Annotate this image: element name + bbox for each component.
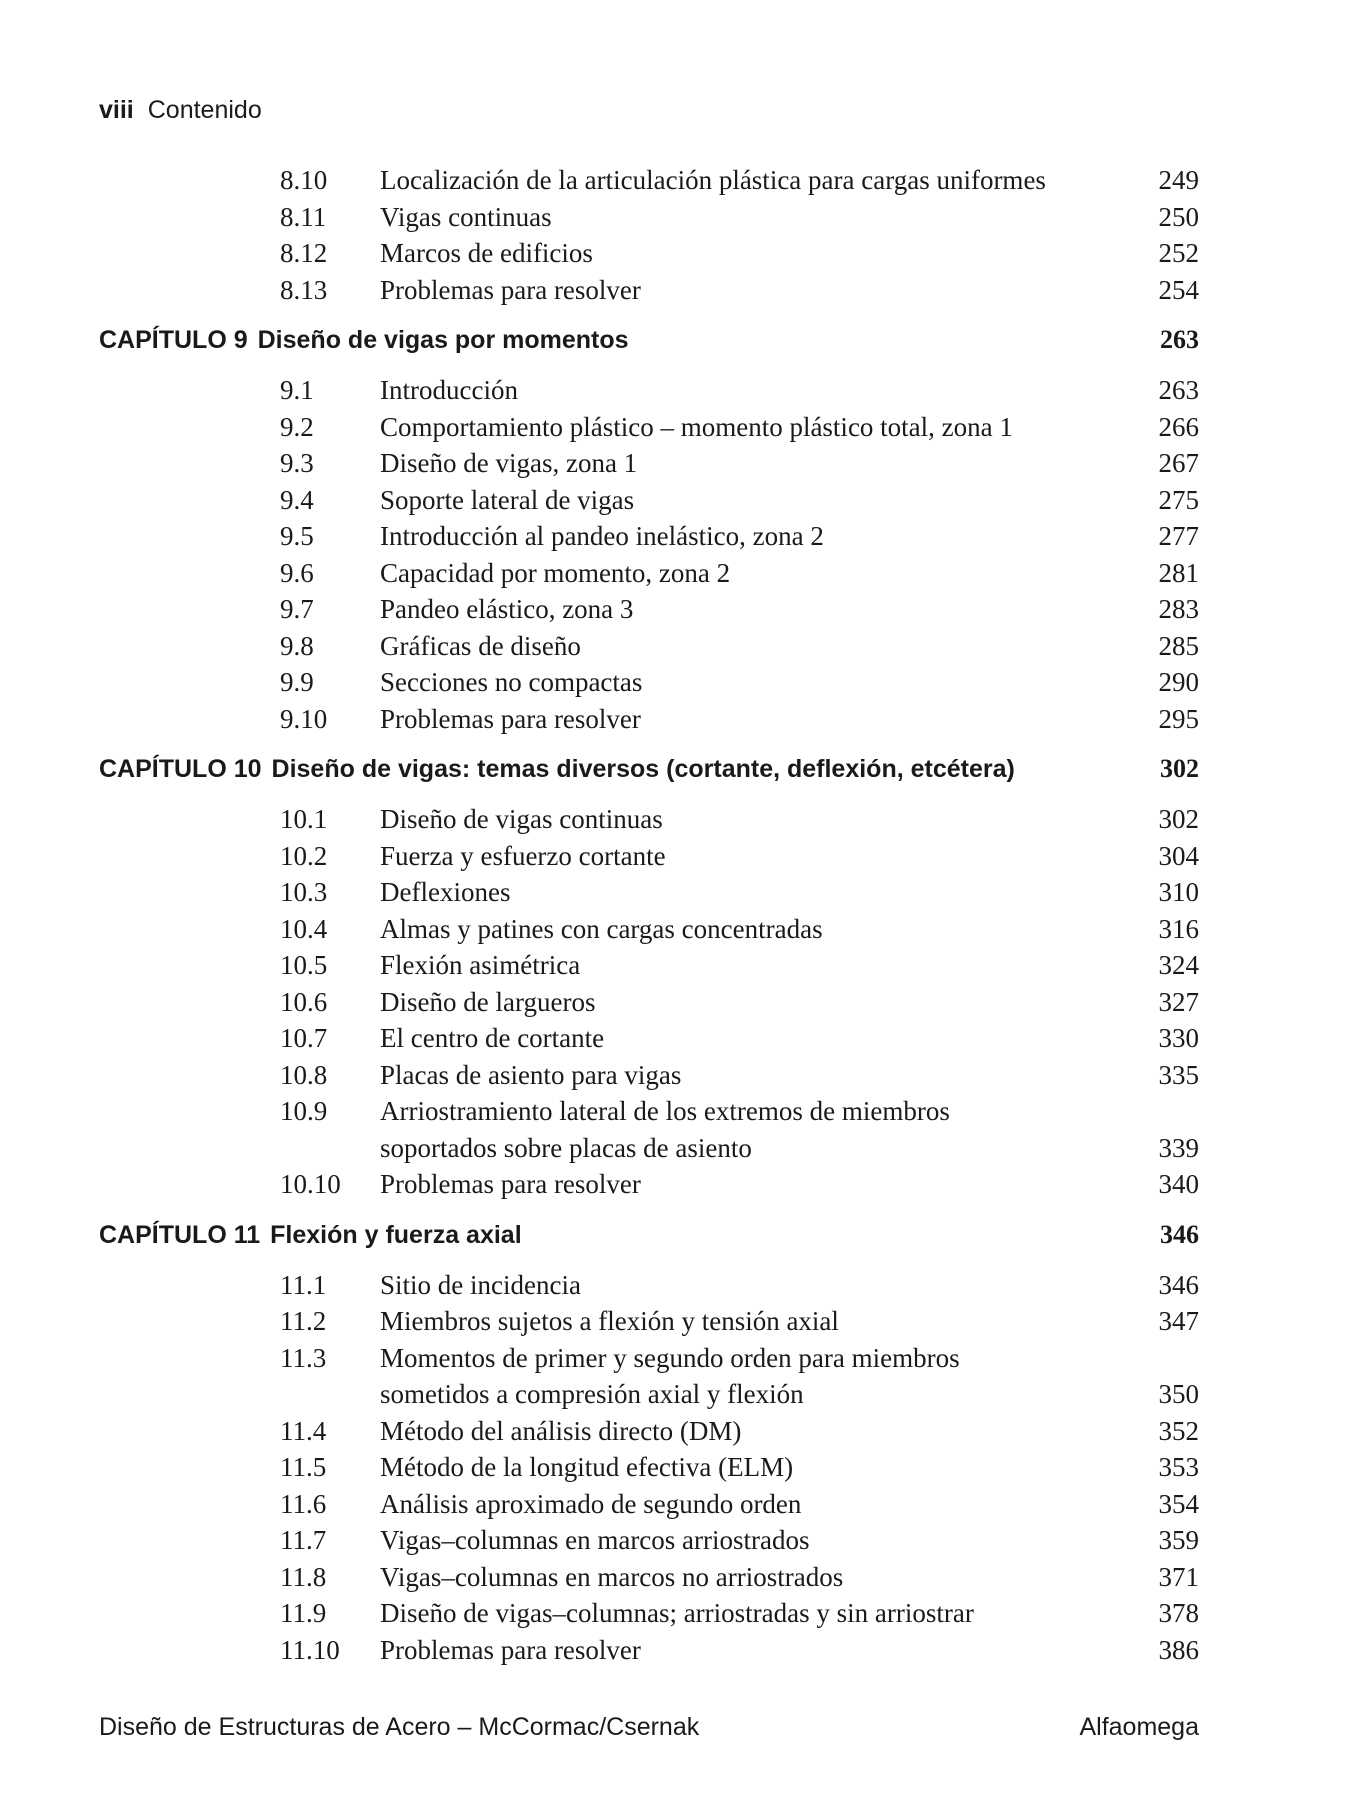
section-number: 8.11 bbox=[280, 201, 327, 232]
header-title: Contenido bbox=[147, 96, 262, 124]
running-header bbox=[99, 95, 262, 125]
section-title bbox=[380, 1632, 1120, 1669]
section-number: 10.1 bbox=[280, 804, 328, 834]
section-number: 11.5 bbox=[280, 1452, 327, 1482]
section-title-line: soportados sobre placas de asiento bbox=[380, 1132, 752, 1163]
section-title-line: Método del análisis directo (DM) bbox=[380, 1415, 742, 1446]
section-title bbox=[380, 1559, 1120, 1596]
section-number: 11.2 bbox=[280, 1306, 327, 1336]
section-number: 9.10 bbox=[280, 703, 328, 734]
header-page-number: viii bbox=[99, 96, 134, 124]
section-number: 10.2 bbox=[280, 840, 328, 871]
section-title-line: Diseño de vigas continuas bbox=[380, 804, 663, 834]
toc-entry[interactable] bbox=[0, 1057, 1351, 1094]
section-page: 350 bbox=[1158, 1379, 1199, 1409]
section-title bbox=[380, 555, 1120, 592]
section-title-line: Diseño de largueros bbox=[380, 986, 596, 1017]
section-number: 11.8 bbox=[280, 1561, 327, 1592]
section-page: 354 bbox=[1158, 1488, 1199, 1519]
toc-entry[interactable] bbox=[0, 372, 1351, 409]
section-number: 11.7 bbox=[280, 1525, 327, 1555]
section-title bbox=[380, 518, 1120, 555]
section-title bbox=[380, 1413, 1120, 1450]
chapter-label: CAPÍTULO 10 bbox=[99, 755, 262, 783]
section-page: 347 bbox=[1158, 1306, 1199, 1336]
section-number: 9.8 bbox=[280, 630, 314, 661]
toc-entry[interactable] bbox=[0, 1522, 1351, 1559]
section-title bbox=[380, 445, 1120, 482]
section-title-line: Fuerza y esfuerzo cortante bbox=[380, 840, 666, 871]
section-title bbox=[380, 1486, 1120, 1523]
toc-entry[interactable] bbox=[0, 1449, 1351, 1486]
section-number: 10.8 bbox=[280, 1059, 328, 1090]
section-title-line: sometidos a compresión axial y flexión bbox=[380, 1379, 804, 1409]
chapter-heading[interactable] bbox=[0, 751, 1351, 787]
section-title bbox=[380, 1020, 1120, 1057]
section-title-line: Capacidad por momento, zona 2 bbox=[380, 557, 731, 588]
section-number: 8.13 bbox=[280, 274, 328, 305]
toc-entry[interactable] bbox=[0, 591, 1351, 628]
section-title bbox=[380, 701, 1120, 738]
section-title-line: Sitio de incidencia bbox=[380, 1269, 581, 1300]
section-number: 11.4 bbox=[280, 1415, 327, 1446]
section-title bbox=[380, 409, 1120, 446]
section-title-line: Vigas–columnas en marcos arriostrados bbox=[380, 1525, 810, 1555]
chapter-page: 346 bbox=[1160, 1219, 1199, 1249]
running-footer bbox=[99, 1712, 1199, 1742]
section-page: 285 bbox=[1158, 630, 1199, 661]
toc-entry[interactable] bbox=[0, 445, 1351, 482]
section-title bbox=[380, 664, 1120, 701]
section-title-line: Placas de asiento para vigas bbox=[380, 1059, 682, 1090]
section-page: 283 bbox=[1158, 594, 1199, 624]
section-title-line: Gráficas de diseño bbox=[380, 630, 581, 661]
section-page: 252 bbox=[1158, 238, 1199, 268]
section-number: 10.10 bbox=[280, 1169, 341, 1199]
chapter-heading[interactable] bbox=[0, 322, 1351, 358]
toc-entry[interactable] bbox=[0, 911, 1351, 948]
section-page: 359 bbox=[1158, 1525, 1199, 1555]
toc-entry[interactable] bbox=[0, 664, 1351, 701]
section-title bbox=[380, 1522, 1120, 1559]
section-title bbox=[380, 1057, 1120, 1094]
section-number: 9.9 bbox=[280, 667, 314, 697]
toc-entry[interactable] bbox=[0, 874, 1351, 911]
section-page: 339 bbox=[1158, 1132, 1199, 1163]
section-title-line: Flexión asimétrica bbox=[380, 950, 581, 980]
toc-entry[interactable] bbox=[0, 1340, 1351, 1413]
section-title-line: Pandeo elástico, zona 3 bbox=[380, 594, 634, 624]
section-title bbox=[380, 272, 1120, 309]
section-title-line: Problemas para resolver bbox=[380, 703, 641, 734]
section-title bbox=[380, 801, 1120, 838]
section-title bbox=[380, 591, 1120, 628]
section-page: 267 bbox=[1158, 448, 1199, 478]
section-page: 254 bbox=[1158, 274, 1199, 305]
section-number: 9.3 bbox=[280, 448, 314, 478]
chapter-title: Diseño de vigas por momentos bbox=[257, 326, 629, 354]
section-number: 11.6 bbox=[280, 1488, 327, 1519]
section-page: 386 bbox=[1158, 1634, 1199, 1665]
section-number: 10.6 bbox=[280, 986, 328, 1017]
toc-entry[interactable] bbox=[0, 555, 1351, 592]
toc-entry[interactable] bbox=[0, 801, 1351, 838]
toc-entry[interactable] bbox=[0, 1267, 1351, 1304]
toc-entry[interactable] bbox=[0, 1486, 1351, 1523]
chapter-label: CAPÍTULO 9 bbox=[99, 326, 248, 354]
section-title bbox=[380, 235, 1120, 272]
section-title bbox=[380, 199, 1120, 236]
chapter-page: 302 bbox=[1160, 754, 1199, 783]
section-number: 10.3 bbox=[280, 877, 328, 907]
section-page: 281 bbox=[1158, 557, 1199, 588]
toc-entry[interactable] bbox=[0, 272, 1351, 309]
chapter-title: Diseño de vigas: temas diversos (cortante, deflexión, etcétera) bbox=[271, 755, 1015, 783]
section-page: 310 bbox=[1158, 877, 1199, 907]
chapter-label: CAPÍTULO 11 bbox=[99, 1220, 261, 1249]
section-page: 353 bbox=[1158, 1452, 1199, 1482]
section-title-line: Introducción al pandeo inelástico, zona 2 bbox=[380, 521, 824, 551]
section-page: 295 bbox=[1158, 703, 1199, 734]
section-title-line: Diseño de vigas–columnas; arriostradas y sin arriostrar bbox=[380, 1598, 974, 1628]
section-page: 324 bbox=[1158, 950, 1199, 980]
section-title-line: El centro de cortante bbox=[380, 1023, 605, 1053]
section-title-line: Marcos de edificios bbox=[380, 238, 593, 268]
section-page: 290 bbox=[1158, 667, 1199, 697]
section-title-line: Miembros sujetos a flexión y tensión axial bbox=[380, 1306, 839, 1336]
section-page: 316 bbox=[1158, 913, 1199, 944]
section-number: 8.12 bbox=[280, 238, 328, 268]
section-page: 340 bbox=[1158, 1169, 1199, 1199]
section-page: 277 bbox=[1158, 521, 1199, 551]
section-title bbox=[380, 628, 1120, 665]
chapter-title: Flexión y fuerza axial bbox=[270, 1220, 522, 1249]
section-title bbox=[380, 1303, 1120, 1340]
toc-entry[interactable] bbox=[0, 409, 1351, 446]
table-of-contents bbox=[0, 162, 1351, 1668]
chapter-heading-text bbox=[99, 1217, 522, 1253]
section-title-line: Vigas–columnas en marcos no arriostrados bbox=[380, 1561, 844, 1592]
section-title-line: Momentos de primer y segundo orden para miembros bbox=[380, 1342, 960, 1373]
section-page: 250 bbox=[1158, 201, 1199, 232]
section-title bbox=[380, 1595, 1120, 1632]
section-number: 10.4 bbox=[280, 913, 328, 944]
toc-entry[interactable] bbox=[0, 1559, 1351, 1596]
toc-entry[interactable] bbox=[0, 518, 1351, 555]
toc-entry[interactable] bbox=[0, 628, 1351, 665]
section-title bbox=[380, 1267, 1120, 1304]
toc-entry[interactable] bbox=[0, 1093, 1351, 1166]
section-number: 11.9 bbox=[280, 1598, 327, 1628]
section-number: 10.5 bbox=[280, 950, 328, 980]
toc-entry[interactable] bbox=[0, 482, 1351, 519]
footer-publisher: Alfaomega bbox=[1079, 1713, 1199, 1741]
section-title-line: Arriostramiento lateral de los extremos de miembros bbox=[380, 1096, 950, 1126]
toc-entry[interactable] bbox=[0, 1303, 1351, 1340]
section-title bbox=[380, 911, 1120, 948]
toc-entry[interactable] bbox=[0, 1632, 1351, 1669]
section-title-line: Análisis aproximado de segundo orden bbox=[380, 1488, 802, 1519]
section-number: 10.9 bbox=[280, 1096, 328, 1126]
section-title bbox=[380, 482, 1120, 519]
section-page: 249 bbox=[1158, 165, 1199, 195]
toc-entry[interactable] bbox=[0, 1020, 1351, 1057]
section-title bbox=[380, 1166, 1120, 1203]
section-number: 11.1 bbox=[280, 1269, 327, 1300]
section-page: 352 bbox=[1158, 1415, 1199, 1446]
toc-entry[interactable] bbox=[0, 1595, 1351, 1632]
section-title bbox=[380, 947, 1120, 984]
section-page: 327 bbox=[1158, 986, 1199, 1017]
section-number: 9.4 bbox=[280, 484, 314, 515]
section-page: 263 bbox=[1158, 375, 1199, 405]
section-title bbox=[380, 1449, 1120, 1486]
section-number: 8.10 bbox=[280, 165, 328, 195]
section-title-line: Problemas para resolver bbox=[380, 1169, 641, 1199]
chapter-heading[interactable] bbox=[0, 1217, 1351, 1253]
toc-entry[interactable] bbox=[0, 162, 1351, 199]
section-title-line: Deflexiones bbox=[380, 877, 511, 907]
section-title-line: Problemas para resolver bbox=[380, 1634, 641, 1665]
section-page: 275 bbox=[1158, 484, 1199, 515]
section-page: 302 bbox=[1158, 804, 1199, 834]
toc-entry[interactable] bbox=[0, 947, 1351, 984]
section-title bbox=[380, 1093, 1120, 1166]
toc-entry[interactable] bbox=[0, 701, 1351, 738]
section-title bbox=[380, 162, 1120, 199]
toc-entry[interactable] bbox=[0, 1413, 1351, 1450]
section-page: 346 bbox=[1158, 1269, 1199, 1300]
section-title-line: Método de la longitud efectiva (ELM) bbox=[380, 1452, 794, 1482]
section-title-line: Vigas continuas bbox=[380, 201, 552, 232]
section-page: 304 bbox=[1158, 840, 1199, 871]
toc-entry[interactable] bbox=[0, 235, 1351, 272]
footer-book-title: Diseño de Estructuras de Acero – McCormac/Csernak bbox=[99, 1713, 700, 1741]
toc-entry[interactable] bbox=[0, 838, 1351, 875]
section-title bbox=[380, 838, 1120, 875]
section-page: 335 bbox=[1158, 1059, 1199, 1090]
section-number: 9.1 bbox=[280, 375, 314, 405]
section-title bbox=[380, 984, 1120, 1021]
section-page: 266 bbox=[1158, 411, 1199, 442]
section-title-line: Problemas para resolver bbox=[380, 274, 641, 305]
section-number: 9.5 bbox=[280, 521, 314, 551]
section-page: 371 bbox=[1158, 1561, 1199, 1592]
toc-entry[interactable] bbox=[0, 1166, 1351, 1203]
section-number: 11.10 bbox=[280, 1634, 340, 1665]
section-title-line: Localización de la articulación plástica para cargas uniformes bbox=[380, 165, 1046, 195]
section-number: 9.6 bbox=[280, 557, 314, 588]
section-title-line: Comportamiento plástico – momento plástico total, zona 1 bbox=[380, 411, 1013, 442]
section-number: 9.7 bbox=[280, 594, 314, 624]
section-number: 9.2 bbox=[280, 411, 314, 442]
section-title-line: Diseño de vigas, zona 1 bbox=[380, 448, 638, 478]
section-number: 10.7 bbox=[280, 1023, 328, 1053]
section-title bbox=[380, 372, 1120, 409]
toc-entry[interactable] bbox=[0, 984, 1351, 1021]
chapter-page: 263 bbox=[1160, 325, 1199, 354]
section-number: 11.3 bbox=[280, 1342, 327, 1373]
chapter-heading-text bbox=[99, 751, 1015, 787]
section-title-line: Soporte lateral de vigas bbox=[380, 484, 635, 515]
section-title-line: Secciones no compactas bbox=[380, 667, 643, 697]
section-page: 330 bbox=[1158, 1023, 1199, 1053]
section-title bbox=[380, 1340, 1120, 1413]
section-title-line: Almas y patines con cargas concentradas bbox=[380, 913, 823, 944]
section-title-line: Introducción bbox=[380, 375, 518, 405]
section-title bbox=[380, 874, 1120, 911]
chapter-heading-text bbox=[99, 322, 629, 358]
toc-entry[interactable] bbox=[0, 199, 1351, 236]
section-page: 378 bbox=[1158, 1598, 1199, 1628]
